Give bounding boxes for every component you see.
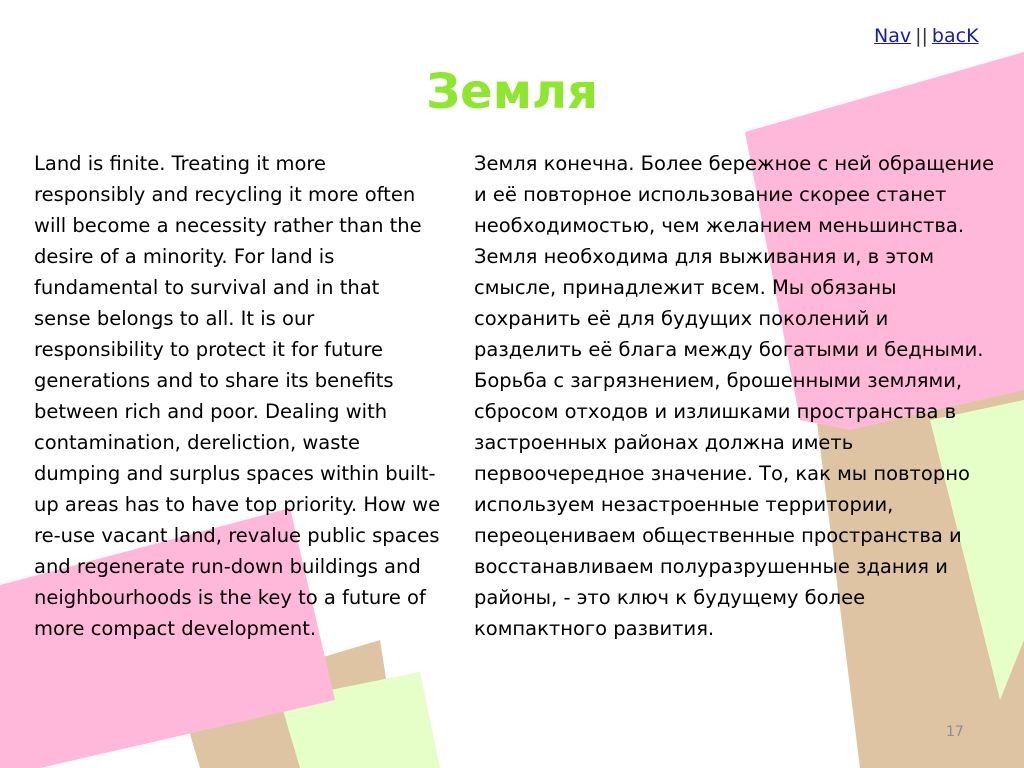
page-number: 17	[946, 724, 964, 740]
navigation-links	[874, 25, 979, 47]
back-link[interactable]: bacK	[931, 25, 979, 47]
slide-title: Земля	[426, 64, 598, 120]
russian-text: Земля конечна. Более бережное с ней обращение и её повторное использование скорее станет необходимостью, чем желанием меньшинства. Земля необходима для выживания и, в этом смысле, принадлежит всем. Мы обязаны сохранить её для будущих поколений и разделить её блага между богатыми и бедными. Борьба с загрязнением, брошенными землями, сбросом отходов и излишками пространства в застроенных районах должна иметь первоочередное значение. То, как мы повторно используем незастроенные территории, переоцениваем общественные пространства и восстанавливаем полуразрушенные здания и районы, - это ключ к будущему более компактного развития.	[474, 152, 995, 640]
nav-link[interactable]: Nav	[874, 25, 912, 47]
nav-separator: ||	[915, 25, 928, 47]
english-text: Land is finite. Treating it more responsibly and recycling it more often will become a necessity rather than the desire of a minority. For land is fundamental to survival and in that sense belongs to all. It is our responsibility to protect it for future generations and to share its benefits between rich and poor. Dealing with contamination, dereliction, waste dumping and surplus spaces within built-up areas has to have top priority. How we re-use vacant land, revalue public spaces and regenerate run-down buildings and neighbourhoods is the key to a future of more compact development.	[34, 152, 441, 640]
